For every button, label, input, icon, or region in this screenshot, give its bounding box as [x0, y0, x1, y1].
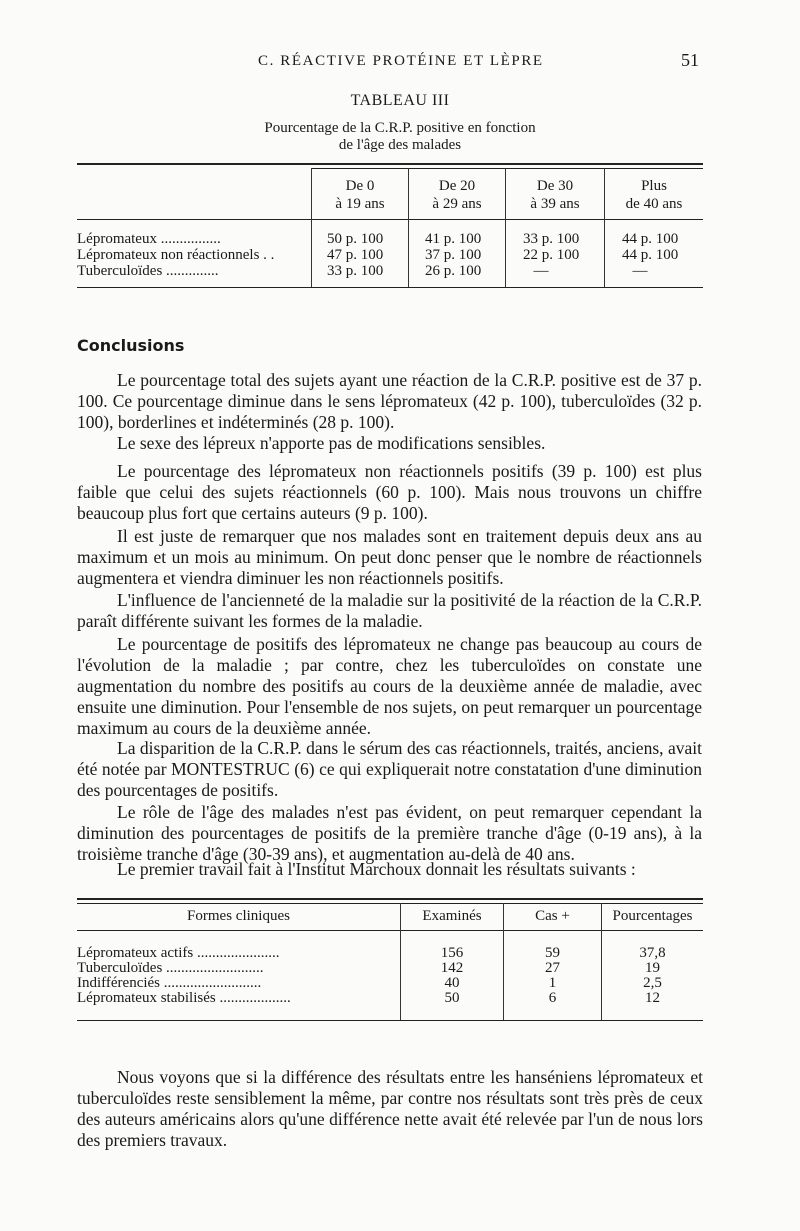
- running-title: C. RÉACTIVE PROTÉINE ET LÈPRE: [258, 53, 544, 69]
- paragraph: L'influence de l'ancienneté de la maladie sur la positivité de la réaction de la C.R.P. paraît différente suivant les formes de la maladie.: [77, 590, 702, 631]
- table4-row-label: Indifférenciés ..........................: [77, 976, 262, 991]
- table3-row-label: Tuberculoïdes ..............: [77, 263, 219, 279]
- paragraph: Le pourcentage total des sujets ayant une réaction de la C.R.P. positive est de 37 p. 100. Ce pourcentage diminue dans le sens lépromateux (42 p. 100), tuberculoïdes (32 p. 100), borderlines et indéterminés (28 p. 100).: [77, 370, 702, 432]
- table3-cell: 26 p. 100: [425, 263, 482, 279]
- running-header: [0, 50, 800, 74]
- table4-row-label: Tuberculoïdes ..........................: [77, 961, 264, 976]
- table4-cell: 50: [444, 990, 460, 1006]
- table3-cell: 50 p. 100: [327, 231, 384, 247]
- table4-top-rule-thin: [77, 903, 703, 904]
- table3-cell: 44 p. 100: [622, 247, 679, 263]
- table4-header: Pourcentages: [612, 908, 693, 924]
- paragraph: Il est juste de remarquer que nos malades sont en traitement depuis deux ans au maximum et un mois au minimum. On peut donc penser que le nombre de réactionnels augmentera et viendra diminuer les non réactionnels positifs.: [77, 526, 702, 588]
- paragraph: Le premier travail fait à l'Institut Marchoux donnait les résultats suivants :: [117, 859, 636, 879]
- table3-cell: —: [533, 263, 549, 279]
- table3-cell: —: [632, 263, 648, 279]
- table4-cell: 37,8: [639, 945, 666, 961]
- table3-cell: 41 p. 100: [425, 231, 482, 247]
- page-number: 51: [681, 50, 699, 70]
- table3-cell: 22 p. 100: [523, 247, 580, 263]
- table4-bottom-rule: [77, 1020, 703, 1021]
- table4-cell: 156: [440, 945, 464, 961]
- table4-header: Formes cliniques: [187, 908, 290, 924]
- table4-cell: 19: [645, 960, 660, 976]
- table3-header-rule: [77, 219, 703, 220]
- table3-column-header: De 0 à 19 ans: [335, 178, 385, 212]
- table3-top-rule: [77, 163, 703, 165]
- table3-cell: 47 p. 100: [327, 247, 384, 263]
- table4-cell: 27: [545, 960, 560, 976]
- table3-bottom-rule: [77, 287, 703, 288]
- table4-header: Examinés: [422, 908, 482, 924]
- table3-caption-line2: de l'âge des malades: [338, 137, 462, 153]
- table4-cell: 6: [548, 990, 557, 1006]
- conclusions-heading: Conclusions: [77, 336, 185, 355]
- table4-row-label: Lépromateux stabilisés ...................: [77, 991, 291, 1006]
- table3-column-header: De 30 à 39 ans: [530, 178, 580, 212]
- table3-header-top-rule: [312, 168, 703, 169]
- table3-caption: [0, 120, 800, 154]
- paragraph: La disparition de la C.R.P. dans le sérum des cas réactionnels, traités, anciens, avait été notée par MONTESTRUC (6) ce qui expliquerait notre constatation d'une diminution des pourcentages de positifs.: [77, 738, 702, 800]
- table4-cell: 40: [444, 975, 460, 991]
- table4-row-label: Lépromateux actifs ......................: [77, 946, 280, 961]
- table4-cell: 2,5: [643, 975, 662, 991]
- paragraph: Le pourcentage des lépromateux non réactionnels positifs (39 p. 100) est plus faible que celui des sujets réactionnels (60 p. 100). Mais nous trouvons un chiffre beaucoup plus fort que certains auteurs (9 p. 100).: [77, 461, 702, 523]
- table3-column-header: De 20 à 29 ans: [432, 178, 482, 212]
- table3-row-label: Lépromateux ................: [77, 231, 221, 247]
- table4-cell: 12: [645, 990, 660, 1006]
- table3-cell: 33 p. 100: [327, 263, 384, 279]
- table3-cell: 37 p. 100: [425, 247, 482, 263]
- table4-header: Cas +: [535, 908, 570, 924]
- closing-paragraph: Nous voyons que si la différence des résultats entre les hanséniens lépromateux et tuberculoïdes reste sensiblement la même, par contre nos résultats sont très près de ceux des auteurs américains alors qu'une différence nette avait été relevée par l'un de nous lors des premiers travaux.: [77, 1067, 703, 1150]
- table4-header-rule: [77, 930, 703, 931]
- table3-row-label: Lépromateux non réactionnels . .: [77, 247, 275, 263]
- table3-title: TABLEAU III: [350, 92, 450, 109]
- paragraph: Le rôle de l'âge des malades n'est pas évident, on peut remarquer cependant la diminution des pourcentages de positifs de la première tranche d'âge (0-19 ans), à la troisième tranche d'âge (30-39 ans), et augmentation au-delà de 40 ans.: [77, 802, 702, 864]
- table4-top-rule: [77, 898, 703, 900]
- table3-cell: 44 p. 100: [622, 231, 679, 247]
- table4-cell: 142: [440, 960, 464, 976]
- table4-cell: 59: [545, 945, 560, 961]
- paragraph: Le sexe des lépreux n'apporte pas de modifications sensibles.: [117, 433, 546, 453]
- paragraph: Le pourcentage de positifs des lépromateux ne change pas beaucoup au cours de l'évolution de la maladie ; par contre, chez les tuberculoïdes on constate une augmentation du nombre des positifs au cours de la deuxième année de maladie, avec ensuite une diminution. Pour l'ensemble de nos sujets, on peut remarquer un pourcentage maximum au cours de la deuxième année.: [77, 634, 702, 738]
- table3-column-header: Plus de 40 ans: [625, 178, 683, 212]
- table4-cell: 1: [548, 975, 557, 991]
- table3-cell: 33 p. 100: [523, 231, 580, 247]
- table3-caption-line1: Pourcentage de la C.R.P. positive en fonction: [264, 120, 536, 136]
